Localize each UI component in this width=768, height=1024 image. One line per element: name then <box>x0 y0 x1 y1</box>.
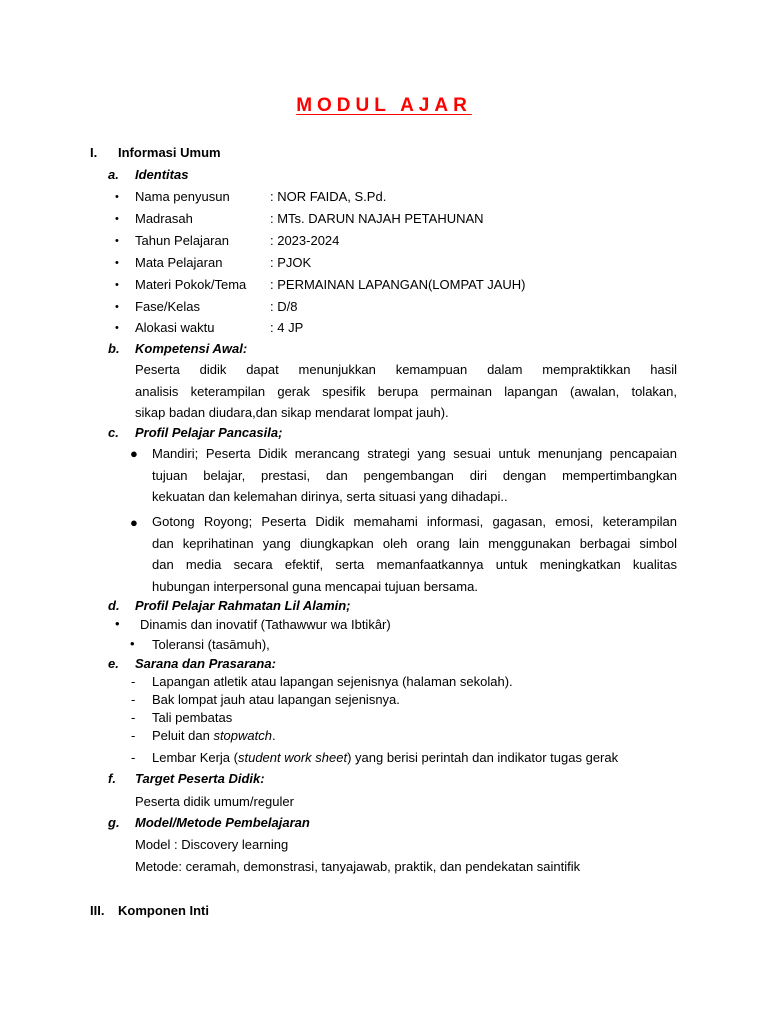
subsection-heading: Profil Pelajar Rahmatan Lil Alamin; <box>135 598 351 613</box>
bullet-icon: • <box>115 616 120 631</box>
list-item-text: ) yang berisi perintah dan indikator tugas gerak <box>347 750 619 765</box>
list-item: Toleransi (tasāmuh), <box>152 637 270 652</box>
list-item-text: . <box>271 728 276 743</box>
paragraph-line: sikap badan diudara,dan sikap mendarat lompat jauh). <box>135 405 449 421</box>
subsection-heading: Profil Pelajar Pancasila; <box>135 425 283 440</box>
subsection-letter: d. <box>108 598 120 613</box>
bullet-icon: • <box>115 235 119 247</box>
subsection-heading: Kompetensi Awal: <box>135 341 248 356</box>
list-item <box>152 511 677 597</box>
identity-value: : D/8 <box>270 299 298 314</box>
list-item <box>152 728 276 744</box>
list-item: Tali pembatas <box>152 710 233 725</box>
subsection-letter: e. <box>108 656 119 671</box>
bullet-icon: ● <box>130 446 138 461</box>
paragraph-line: Peserta didik umum/reguler <box>135 794 294 809</box>
bullet-icon: • <box>115 322 119 334</box>
list-item: Lapangan atletik atau lapangan sejenisnya (halaman sekolah). <box>152 674 513 689</box>
dash-icon: - <box>131 728 136 743</box>
subsection-letter: a. <box>108 167 119 182</box>
dash-icon: - <box>131 674 136 689</box>
paragraph <box>135 359 677 424</box>
paragraph-line: Peserta didik dapat menunjukkan kemampuan dalam mempraktikkan hasil <box>135 362 677 377</box>
identity-value: : PERMAINAN LAPANGAN(LOMPAT JAUH) <box>270 277 526 292</box>
section-heading: Informasi Umum <box>118 145 221 160</box>
dash-icon: - <box>131 692 136 707</box>
list-item: Bak lompat jauh atau lapangan sejenisnya. <box>152 692 400 707</box>
subsection-letter: c. <box>108 425 119 440</box>
dash-icon: - <box>131 710 136 725</box>
identity-value: : 4 JP <box>270 320 304 335</box>
section-heading: Komponen Inti <box>118 903 209 918</box>
paragraph-line: Mandiri; Peserta Didik merancang strategi yang sesuai untuk menunjang pencapaian <box>152 446 677 461</box>
identity-key: Nama penyusun <box>135 189 230 204</box>
identity-key: Fase/Kelas <box>135 299 201 314</box>
subsection-letter: g. <box>108 815 120 830</box>
identity-key: Materi Pokok/Tema <box>135 277 247 292</box>
subsection-heading: Identitas <box>135 167 189 182</box>
bullet-icon: • <box>115 191 119 203</box>
list-item-italic: student work sheet <box>237 750 348 765</box>
bullet-icon: • <box>115 213 119 225</box>
list-item-text: Peluit dan <box>152 728 214 743</box>
subsection-letter: b. <box>108 341 120 356</box>
paragraph-line: Gotong Royong; Peserta Didik memahami informasi, gagasan, emosi, keterampilan <box>152 514 677 529</box>
subsection-heading: Sarana dan Prasarana: <box>135 656 276 671</box>
subsection-heading: Target Peserta Didik: <box>135 771 265 786</box>
paragraph-line: Metode: ceramah, demonstrasi, tanyajawab, praktik, dan pendekatan saintifik <box>135 859 581 874</box>
identity-value: : MTs. DARUN NAJAH PETAHUNAN <box>270 211 484 226</box>
identity-key: Tahun Pelajaran <box>135 233 229 248</box>
paragraph-line: tujuan belajar, prestasi, dan pengembangan diri dengan mempertimbangkan <box>152 467 677 483</box>
bullet-icon: • <box>115 279 119 291</box>
identity-key: Madrasah <box>135 211 193 226</box>
list-item: Dinamis dan inovatif (Tathawwur wa Ibtikâr) <box>140 617 391 632</box>
identity-key: Alokasi waktu <box>135 320 215 335</box>
identity-value: : NOR FAIDA, S.Pd. <box>270 189 387 204</box>
identity-key: Mata Pelajaran <box>135 255 223 270</box>
paragraph-line: Model : Discovery learning <box>135 837 289 852</box>
identity-value: : PJOK <box>270 255 312 270</box>
bullet-icon: ● <box>130 515 138 530</box>
subsection-letter: f. <box>108 771 116 786</box>
bullet-icon: • <box>115 257 119 269</box>
paragraph-line: hubungan interpersonal guna mencapai tujuan bersama. <box>152 578 478 594</box>
list-item-text: Lembar Kerja ( <box>152 750 238 765</box>
document-title: MODUL AJAR <box>296 95 472 116</box>
section-number: III. <box>90 903 105 918</box>
paragraph-line: dan media secara efektif, serta memanfaatkannya untuk meningkatkan kualitas <box>152 557 677 573</box>
paragraph-line: analisis keterampilan gerak spesifik berupa permainan lapangan (awalan, tolakan, <box>135 383 677 399</box>
paragraph-line: dan keprihatinan yang diungkapkan oleh orang lain menggunakan berbagai simbol <box>152 535 677 551</box>
bullet-icon: • <box>130 636 135 651</box>
list-item <box>152 443 677 508</box>
dash-icon: - <box>131 750 136 765</box>
list-item <box>152 750 618 766</box>
list-item-italic: stopwatch <box>213 728 272 743</box>
identity-value: : 2023-2024 <box>270 233 340 248</box>
subsection-heading: Model/Metode Pembelajaran <box>135 815 310 830</box>
section-number: I. <box>90 145 98 160</box>
paragraph-line: kekuatan dan kelemahan dirinya, serta situasi yang dihadapi.. <box>152 489 508 505</box>
bullet-icon: • <box>115 301 119 313</box>
